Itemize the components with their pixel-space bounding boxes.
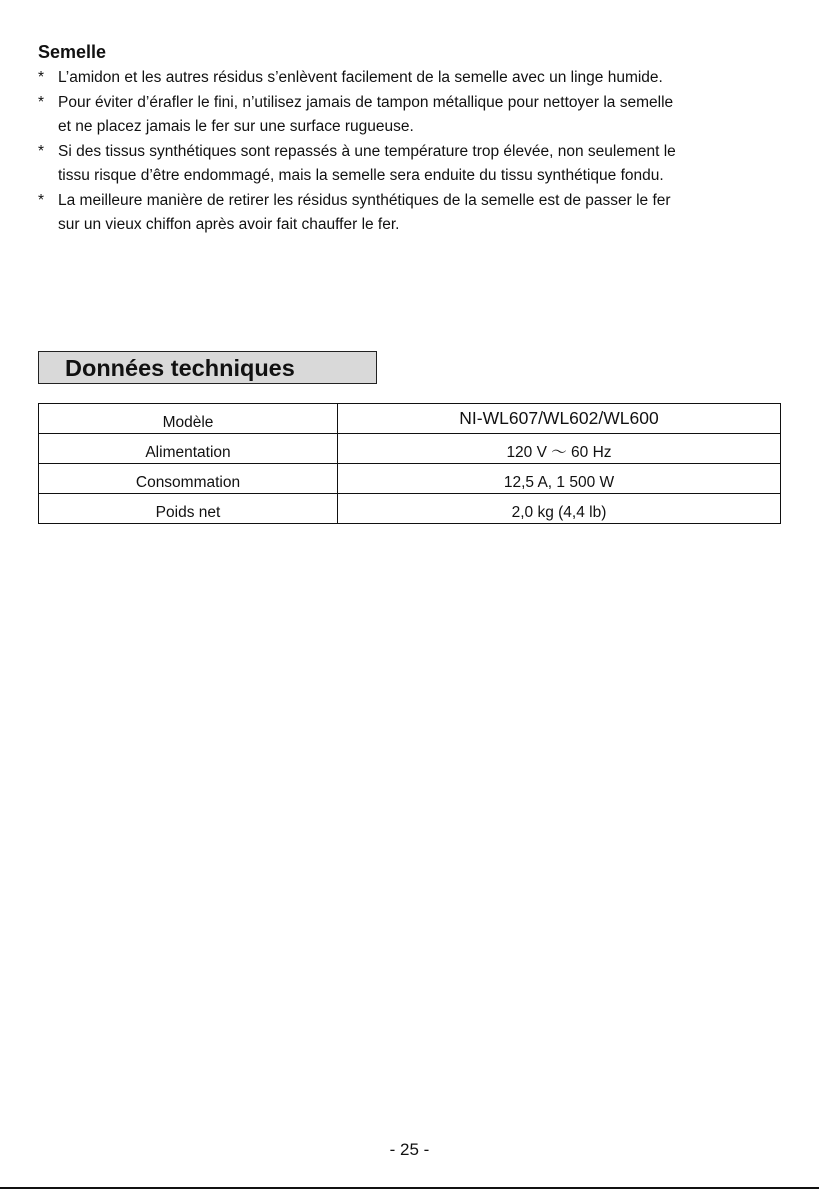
list-item-text-continued: sur un vieux chiffon après avoir fait chauffer le fer. — [58, 216, 400, 233]
list-item-text: L’amidon et les autres résidus s’enlèvent facilement de la semelle avec un linge humide. — [58, 69, 663, 86]
spec-value-power-supply: 120 V ～ 60 Hz — [338, 434, 781, 464]
semelle-care-list — [38, 66, 783, 238]
section-title-semelle: Semelle — [38, 42, 107, 62]
list-item — [38, 66, 783, 91]
table-row — [39, 404, 781, 434]
spec-value-consumption: 12,5 A, 1 500 W — [338, 464, 781, 494]
asterisk-marker: * — [38, 93, 45, 111]
list-item — [38, 91, 783, 140]
table-row — [39, 464, 781, 494]
spec-label-model: Modèle — [39, 404, 338, 434]
table-row — [39, 434, 781, 464]
list-item-text-continued: et ne placez jamais le fer sur une surface rugueuse. — [58, 118, 414, 135]
table-row — [39, 494, 781, 524]
list-item-text-continued: tissu risque d’être endommagé, mais la semelle sera enduite du tissu synthétique fondu. — [58, 167, 664, 184]
spec-label-consumption: Consommation — [39, 464, 338, 494]
spec-label-net-weight: Poids net — [39, 494, 338, 524]
asterisk-marker: * — [38, 191, 45, 209]
spec-value-net-weight: 2,0 kg (4,4 lb) — [511, 504, 607, 521]
specifications-table — [38, 403, 781, 524]
page-number: - 25 - — [389, 1140, 430, 1159]
asterisk-marker: * — [38, 142, 45, 160]
spec-label-power-supply: Alimentation — [39, 434, 338, 464]
spec-value-model: NI-WL607/WL602/WL600 — [338, 404, 781, 434]
list-item-text: Si des tissus synthétiques sont repassés à une température trop élevée, non seulement le — [58, 142, 676, 160]
list-item — [38, 140, 783, 189]
asterisk-marker: * — [38, 69, 45, 86]
section-title-technical-data: Données techniques — [38, 351, 377, 384]
list-item-text: Pour éviter d’érafler le fini, n’utilisez jamais de tampon métallique pour nettoyer la semelle — [58, 93, 674, 111]
list-item-text: La meilleure manière de retirer les résidus synthétiques de la semelle est de passer le fer — [58, 191, 671, 209]
list-item — [38, 189, 783, 238]
